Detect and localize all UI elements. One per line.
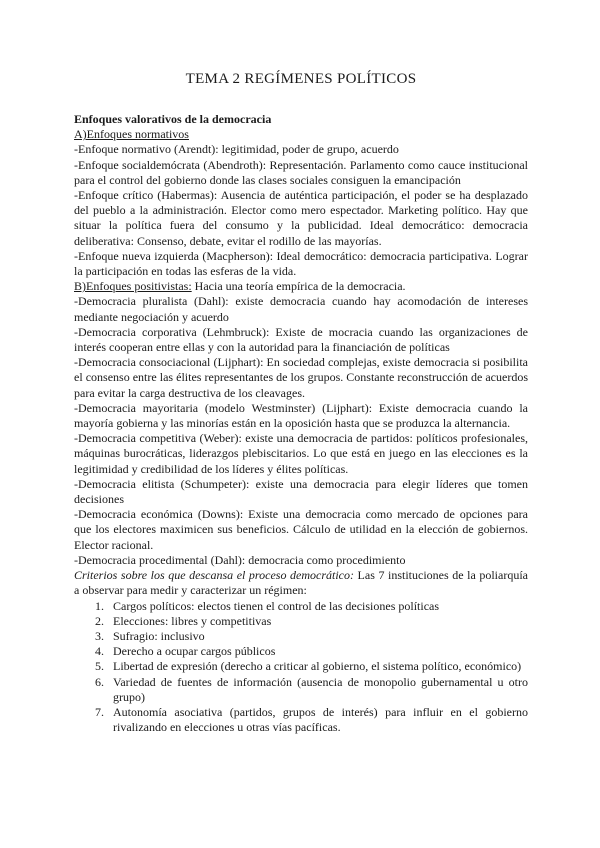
positivist-item: -Democracia procedimental (Dahl): democracia como procedimiento [74, 552, 406, 567]
institution-item: 6. Variedad de fuentes de información (ausencia de monopolio gubernamental u otro grupo) [107, 675, 528, 705]
normative-item: -Enfoque nueva izquierda (Macpherson): Ideal democrático: democracia participativa. Lograr la participación en todas las esferas de la vida. [74, 248, 528, 279]
document-page [74, 70, 528, 735]
normative-heading: A)Enfoques normativos [74, 127, 189, 142]
normative-item: -Enfoque socialdemócrata (Abendroth): Representación. Parlamento como cauce institucional para el control del gobierno donde las clases sociales consiguen la emancipación [74, 157, 528, 187]
institution-item: 2. Elecciones: libres y competitivas [107, 614, 528, 629]
institution-item: 3. Sufragio: inclusivo [107, 629, 528, 644]
institution-item: 4. Derecho a ocupar cargos públicos [107, 644, 528, 659]
positivist-item: -Democracia económica (Downs): Existe una democracia como mercado de opciones para que los electores maximicen sus beneficios. Cálculo de utilidad en la elección de gobiernos. Elector racional. [74, 507, 528, 552]
criteria-paragraph [74, 568, 528, 598]
positivist-item: -Democracia pluralista (Dahl): existe democracia cuando hay acomodación de intereses mediante negociación y acuerdo [74, 294, 528, 324]
positivist-item: -Democracia consociacional (Lijphart): En sociedad complejas, existe democracia si posibilita el consenso entre las élites representantes de los grupos. Constante reconstrucción de acuerdos para evitar la carga destructiva de los cleavages. [74, 355, 528, 400]
institution-item: 1. Cargos políticos: electos tienen el control de las decisiones políticas [107, 599, 528, 614]
positivist-item: -Democracia mayoritaria (modelo Westminster) (Lijphart): Existe democracia cuando la mayoría gobierna y las minorías están en la oposición hasta que se produzca la alternancia. [74, 400, 528, 431]
positivist-heading: B)Enfoques positivistas: [74, 279, 192, 294]
institutions-list [74, 599, 528, 736]
normative-item: -Enfoque crítico (Habermas): Ausencia de auténtica participación, el poder se ha desplazado del pueblo a la administración. Elector como mero espectador. Marketing político. Hay que situar la política fuera del consumo y la publicidad. Ideal democrático: democracia deliberativa: Consenso, debate, evitar el rodillo de las mayorías. [74, 188, 528, 248]
institution-item: 7. Autonomía asociativa (partidos, grupos de interés) para influir en el gobierno rivalizando en elecciones u otras vías pacíficas. [107, 705, 528, 735]
positivist-item: -Democracia elitista (Schumpeter): existe una democracia para elegir líderes que tomen decisiones [74, 476, 528, 507]
positivist-heading-line [74, 279, 528, 294]
criteria-rest: Las 7 instituciones de la poliarquía a observar para medir y caracterizar un régimen: [74, 568, 528, 598]
normative-item: -Enfoque normativo (Arendt): legitimidad, poder de grupo, acuerdo [74, 142, 399, 157]
institution-item: 5. Libertad de expresión (derecho a criticar al gobierno, el sistema político, económico) [107, 659, 528, 674]
document-title: TEMA 2 REGÍMENES POLÍTICOS [185, 71, 417, 87]
positivist-heading-rest: Hacia una teoría empírica de la democracia. [191, 279, 406, 294]
positivist-item: -Democracia corporativa (Lehmbruck): Existe de mocracia cuando las organizaciones de interés cooperan entre ellas y con la autoridad para la financiación de políticas [74, 324, 528, 355]
section-title: Enfoques valorativos de la democracia [74, 112, 272, 126]
positivist-item: -Democracia competitiva (Weber): existe una democracia de partidos: políticos profesionales, máquinas burocráticas, liderazgos plebiscitarios. Lo que está en juego en las elecciones es la legitimidad y credibilidad de los líderes y élites políticas. [74, 431, 528, 476]
criteria-italic: Criterios sobre los que descansa el proceso democrático: [74, 568, 354, 583]
